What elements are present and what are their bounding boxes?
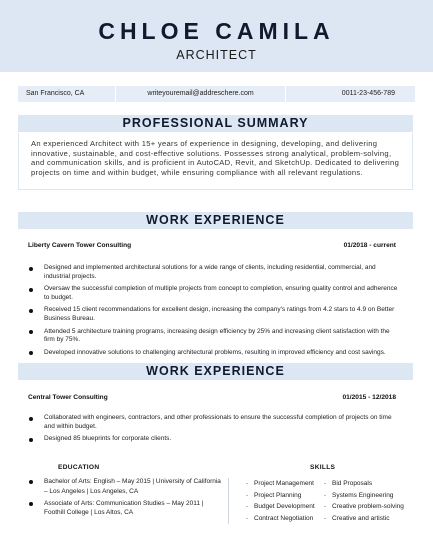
resume-header (0, 0, 433, 72)
education-heading: EDUCATION (58, 464, 100, 471)
job-header-2 (28, 394, 396, 401)
experience-heading-1: WORK EXPERIENCE (18, 212, 413, 229)
job-company-2: Central Tower Consulting (28, 394, 108, 401)
list-item: - Contract Negotiation (246, 513, 315, 525)
list-item: Oversaw the successful completion of multiple projects from concept to completion, ensuring quality control and adherence to budget. (28, 285, 398, 302)
list-item: Bachelor of Arts: English – May 2015 | University of California – Los Angeles | Los Angeles, CA (28, 477, 223, 497)
list-item: - Project Planning (246, 490, 315, 502)
list-item: - Project Management (246, 478, 315, 490)
list-item: - Systems Engineering (324, 490, 404, 502)
job-dates-1: 01/2018 - current (343, 242, 396, 249)
contact-location: San Francisco, CA (18, 86, 116, 102)
skills-list-right (324, 478, 404, 524)
list-item: Developed innovative solutions to challenging architectural problems, resulting in improved efficiency and cost savings. (28, 349, 398, 358)
list-item: Associate of Arts: Communication Studies – May 2011 | Foothill College | Los Altos, CA (28, 499, 223, 519)
education-list (28, 477, 223, 518)
job-dates-2: 01/2015 - 12/2018 (342, 394, 396, 401)
skills-heading: SKILLS (310, 464, 336, 471)
summary-text: An experienced Architect with 15+ years of experience in designing, developing, and delivering innovative, sustainable, and cost-effective solutions. Possesses strong analytical, problem-solving, and communication skills, and is proficient in AutoCAD, Revit, and SketchUp. Dedicated to delivering projects on time and within budget, while ensuring compliance with all relevant regulations. (31, 139, 400, 177)
list-item: - Creative problem-solving (324, 501, 404, 513)
candidate-title: ARCHITECT (176, 48, 257, 62)
experience-heading-2: WORK EXPERIENCE (18, 363, 413, 380)
list-item: Designed and implemented architectural solutions for a wide range of clients, including residential, commercial, and industrial projects. (28, 264, 398, 281)
list-item: Designed 85 blueprints for corporate clients. (28, 435, 398, 444)
list-item: Received 15 client recommendations for excellent design, increasing the company's ratings from 4.2 stars to 4.9 on Better Business Bureau. (28, 306, 398, 323)
summary-heading: PROFESSIONAL SUMMARY (18, 115, 413, 132)
contact-bar (18, 86, 415, 102)
summary-box (18, 133, 413, 190)
job-bullets-2 (28, 414, 398, 444)
skills-list-left (246, 478, 315, 524)
contact-email: writeyouremail@addreschere.com (116, 86, 286, 102)
candidate-name: CHLOE CAMILA (98, 18, 335, 44)
job-header-1 (28, 242, 396, 249)
list-item: - Budget Development (246, 501, 315, 513)
list-item: Attended 5 architecture training programs, increasing design efficiency by 25% and increasing client satisfaction with the firm by 75%. (28, 328, 398, 345)
job-company-1: Liberty Cavern Tower Consulting (28, 242, 132, 249)
column-divider (228, 478, 229, 524)
list-item: - Bid Proposals (324, 478, 404, 490)
job-bullets-1 (28, 264, 398, 357)
list-item: - Creative and artistic (324, 513, 404, 525)
list-item: Collaborated with engineers, contractors, and other professionals to ensure the successful completion of projects on time and within budget. (28, 414, 398, 431)
contact-phone: 0011-23-456-789 (341, 90, 395, 97)
